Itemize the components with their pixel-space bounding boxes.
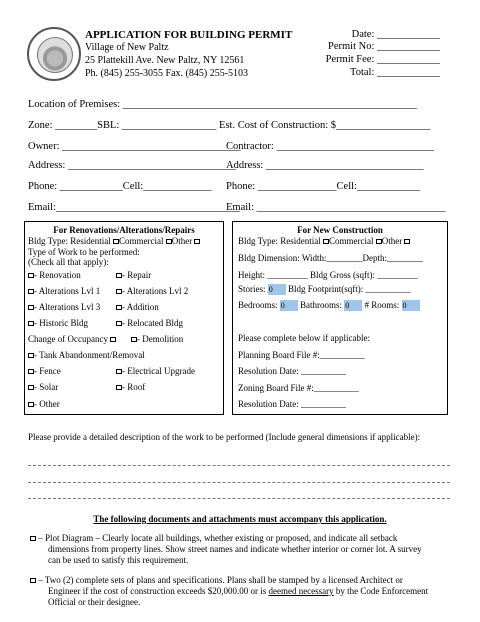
- renov-option-label: - Fence: [34, 366, 61, 376]
- renov-option-right: [116, 382, 145, 393]
- stories-input[interactable]: 0: [268, 284, 286, 295]
- renov-option-label: - Electrical Upgrade: [122, 366, 195, 376]
- permit-fee-field[interactable]: Permit Fee: ____________: [325, 54, 440, 65]
- resolution-date-field-1[interactable]: Resolution Date: __________: [238, 366, 346, 376]
- location-field[interactable]: Location of Premises: ________________________________________________________: [28, 99, 417, 110]
- plans-line-2c: by the Code Enforcement: [335, 586, 429, 596]
- renov-option-label: - Addition: [122, 302, 159, 312]
- please-complete-label: Please complete below if applicable:: [238, 333, 370, 343]
- renov-option-right: [116, 366, 195, 377]
- org-name: Village of New Paltz: [85, 42, 169, 53]
- rooms-input[interactable]: 0: [402, 300, 420, 311]
- rooms-row: [238, 300, 420, 311]
- renov-bldg-type: [28, 236, 200, 247]
- rooms-label: # Rooms:: [364, 300, 400, 310]
- zone-sbl-cost-field[interactable]: Zone: ________SBL: __________________ Est. Cost of Construction: $__________________: [28, 120, 431, 131]
- contractor-phone-field[interactable]: Phone: _______________Cell:____________: [226, 181, 420, 192]
- org-address: 25 Plattekill Ave. New Paltz, NY 12561: [85, 55, 245, 66]
- footprint-field[interactable]: Bldg Footprint(sqft): __________: [288, 284, 411, 294]
- date-field[interactable]: Date: ____________: [351, 29, 440, 40]
- renov-option-right: [116, 270, 151, 281]
- total-field[interactable]: Total: ____________: [350, 67, 440, 78]
- renov-option-left: [28, 270, 81, 281]
- resolution-date-field-2[interactable]: Resolution Date: __________: [238, 399, 346, 409]
- renov-option-checkbox[interactable]: [110, 337, 116, 342]
- documents-heading: The following documents and attachments must accompany this application.: [93, 514, 387, 524]
- renov-other-label: Other: [171, 236, 193, 246]
- plans-line-3: Official or their designee.: [48, 597, 141, 607]
- renov-option-label: - Tank Abandonment/Removal: [34, 350, 145, 360]
- owner-phone-field[interactable]: Phone: ____________Cell:_____________: [28, 181, 212, 192]
- stories-label: Stories:: [238, 284, 266, 294]
- renov-option-label: - Alterations Lvl 3: [34, 302, 101, 312]
- plans-item: [30, 575, 403, 586]
- renov-option-label: - Renovation: [34, 270, 81, 280]
- renov-option-left: [28, 302, 100, 313]
- plans-line-1: – Two (2) complete sets of plans and specifications. Plans shall be stamped by a licensed Architect or: [38, 575, 403, 585]
- check-all-label: (Check all that apply):: [28, 257, 109, 267]
- description-line-2[interactable]: [28, 482, 450, 483]
- plans-checkbox[interactable]: [30, 578, 36, 583]
- renov-option-left: [28, 286, 100, 297]
- renov-option-right: [116, 302, 159, 313]
- bathrooms-input[interactable]: 0: [344, 300, 362, 311]
- renov-other-checkbox[interactable]: [194, 239, 200, 244]
- planning-board-field[interactable]: Planning Board File #:__________: [238, 350, 365, 360]
- renov-option-label: - Other: [34, 399, 60, 409]
- renov-option-label: - Solar: [34, 382, 59, 392]
- new-construction-heading: For New Construction: [297, 225, 383, 235]
- renov-commercial-label: Commercial: [118, 236, 164, 246]
- form-title: APPLICATION FOR BUILDING PERMIT: [85, 29, 293, 41]
- contractor-email-field[interactable]: Email: ____________________________________: [226, 202, 446, 213]
- renov-option-left: [28, 399, 60, 410]
- renov-option-label: - Historic Bldg: [34, 318, 88, 328]
- owner-address-field[interactable]: Address: ________________________________: [28, 160, 236, 171]
- plans-line-2: [48, 586, 428, 597]
- description-line-3[interactable]: [28, 498, 450, 499]
- height-gross-field[interactable]: Height: _________ Bldg Gross (sqft): _________: [238, 270, 418, 280]
- plot-diagram-line-1: – Plot Diagram – Clearly locate all buildings, whether existing or proposed, and indicate all setback: [38, 533, 398, 543]
- plot-diagram-item: [30, 533, 397, 544]
- plot-diagram-line-3: can be used to satisfy this requirement.: [48, 555, 189, 565]
- contractor-field[interactable]: Contractor: ______________________________: [226, 141, 434, 152]
- village-seal-logo: [27, 27, 81, 81]
- renov-option-label: - Relocated Bldg: [122, 318, 183, 328]
- renov-option-label: - Demolition: [137, 334, 184, 344]
- renov-option-left: [28, 350, 145, 361]
- description-line-1[interactable]: [28, 465, 450, 466]
- bedrooms-label: Bedrooms:: [238, 300, 278, 310]
- renov-option-label: - Roof: [122, 382, 146, 392]
- bathrooms-label: Bathrooms:: [300, 300, 342, 310]
- renov-option-left: [28, 382, 58, 393]
- renov-option-label: Change of Occupancy: [28, 334, 108, 344]
- plans-line-2a: Engineer if the cost of construction exceeds $20,000.00 or is: [48, 586, 267, 596]
- deemed-necessary-text: deemed necessary: [268, 586, 334, 596]
- zoning-board-field[interactable]: Zoning Board File #:__________: [238, 383, 359, 393]
- permit-no-field[interactable]: Permit No: ____________: [328, 41, 440, 52]
- newcon-other-label: Other: [381, 236, 403, 246]
- newcon-bldg-type: [238, 236, 410, 247]
- renovations-heading: For Renovations/Alterations/Repairs: [53, 225, 195, 235]
- bedrooms-input[interactable]: 0: [280, 300, 298, 311]
- renov-option-right: [116, 318, 183, 329]
- owner-email-field[interactable]: Email:___________________________________: [28, 202, 240, 213]
- renov-option-label: - Repair: [122, 270, 152, 280]
- org-phone: Ph. (845) 255-3055 Fax. (845) 255-5103: [85, 68, 249, 79]
- owner-field[interactable]: Owner: __________________________________: [28, 141, 241, 152]
- newcon-commercial-label: Commercial: [328, 236, 374, 246]
- renov-option-left: [28, 366, 61, 377]
- plot-diagram-checkbox[interactable]: [30, 536, 36, 541]
- renov-option-right: [116, 286, 188, 297]
- plot-diagram-line-2: dimensions from property lines. Show street names and indicate whether interior or corner lot. A survey: [48, 544, 422, 554]
- renov-option-left: [28, 334, 116, 345]
- bldg-dimension-field[interactable]: Bldg Dimension: Width:________Depth:________: [238, 253, 423, 263]
- contractor-address-field[interactable]: Address: ______________________________: [226, 160, 424, 171]
- renov-option-left: [28, 318, 88, 329]
- description-prompt: Please provide a detailed description of the work to be performed (Include general dimensions if applicable):: [28, 432, 421, 442]
- newcon-other-checkbox[interactable]: [404, 239, 410, 244]
- newcon-bldg-type-label: Bldg Type: Residential: [238, 236, 321, 246]
- renov-bldg-type-label: Bldg Type: Residential: [28, 236, 111, 246]
- renov-option-right: [131, 334, 183, 345]
- type-of-work-label: Type of Work to be performed:: [28, 247, 140, 257]
- renov-option-label: - Alterations Lvl 1: [34, 286, 101, 296]
- stories-row: [238, 284, 411, 295]
- renov-option-label: - Alterations Lvl 2: [122, 286, 189, 296]
